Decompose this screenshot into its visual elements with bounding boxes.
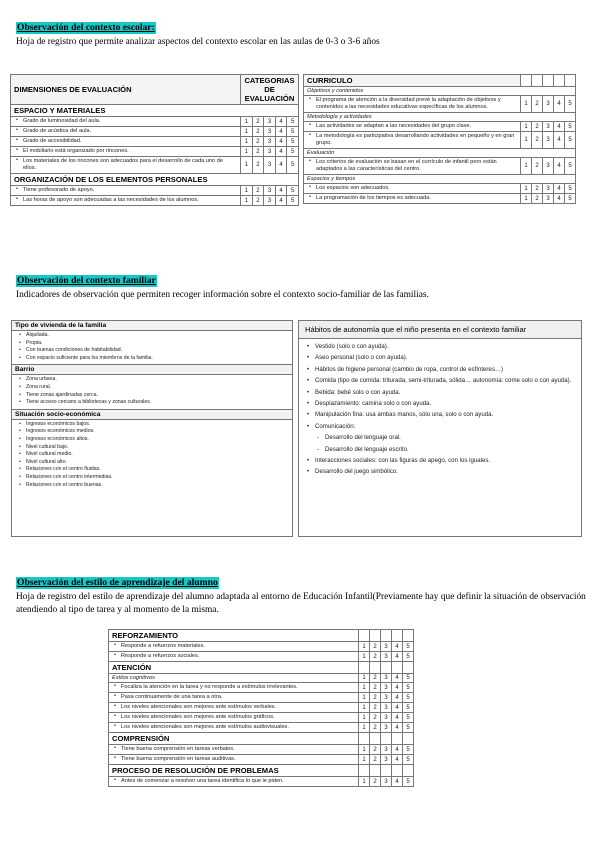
rating-2[interactable]: 2 <box>532 132 543 149</box>
item-label: • Pasa continuamente de una tarea a otra. <box>109 693 359 703</box>
rating-5[interactable]: 5 <box>565 158 576 175</box>
list-item: • Tiene acceso cercano a bibliotecas y zonas culturales. <box>12 399 292 407</box>
rating-4[interactable]: 4 <box>275 137 287 147</box>
rating-1[interactable]: 1 <box>521 96 532 113</box>
panel-contexto-socio-familiar <box>11 320 293 537</box>
rating-2[interactable]: 2 <box>370 777 381 787</box>
rating-4[interactable]: 4 <box>554 184 565 194</box>
table-row <box>11 157 299 174</box>
rating-1[interactable]: 1 <box>241 196 253 206</box>
table-row <box>304 96 576 113</box>
heading-contexto-familiar: Observación del contexto familiar <box>17 275 156 286</box>
rating-2[interactable]: 2 <box>370 674 381 683</box>
table-curriculo <box>303 74 576 204</box>
rating-3[interactable]: 3 <box>381 755 392 765</box>
item-label: • El mobiliario está organizado por rincones. <box>11 147 241 157</box>
list-subitem: - Desarrollo del lenguaje escrito. <box>299 446 581 454</box>
item-label: • Los niveles atencionales son mejores ante estímulos audiovisuales. <box>109 723 359 733</box>
rating-3[interactable]: 3 <box>264 137 276 147</box>
rating-2[interactable]: 2 <box>370 723 381 733</box>
item-label: • La metodología es participativa desarrollando actividades en pequeño y en gran grupo. <box>304 132 521 149</box>
rating-5[interactable]: 5 <box>287 117 299 127</box>
rating-5[interactable]: 5 <box>287 186 299 196</box>
rating-5[interactable]: 5 <box>403 652 414 662</box>
item-label: • Los niveles atencionales son mejores ante estímulos gráficos. <box>109 713 359 723</box>
rating-4[interactable]: 4 <box>275 117 287 127</box>
group-title: Objetivos y contenidos <box>304 87 576 96</box>
section-row <box>109 662 414 674</box>
rating-2[interactable]: 2 <box>532 122 543 132</box>
rating-4[interactable]: 4 <box>554 132 565 149</box>
rating-5[interactable]: 5 <box>287 137 299 147</box>
desc-contexto-escolar: Hoja de registro que permite analizar aspectos del contexto escolar en las aulas de 0-3 o 3-6 años <box>16 37 380 47</box>
rating-1[interactable]: 1 <box>359 777 370 787</box>
rating-4[interactable]: 4 <box>392 713 403 723</box>
list-item: • Tiene zonas ajardinadas cerca. <box>12 392 292 400</box>
item-label: • Los niveles atencionales son mejores ante estímulos verbales. <box>109 703 359 713</box>
rating-5[interactable]: 5 <box>403 674 414 683</box>
rating-1[interactable]: 1 <box>521 184 532 194</box>
rating-5[interactable]: 5 <box>403 683 414 693</box>
section-row <box>109 765 414 777</box>
rating-2[interactable]: 2 <box>252 196 264 206</box>
list-item: • Relaciones con el centro buenas. <box>12 482 292 490</box>
table-row <box>109 713 414 723</box>
rating-2[interactable]: 2 <box>252 186 264 196</box>
item-label: • Focaliza la atención en la tarea y no responde a estímulos irrelevantes. <box>109 683 359 693</box>
rating-5[interactable]: 5 <box>403 723 414 733</box>
rating-1[interactable]: 1 <box>521 194 532 204</box>
desc-contexto-familiar: Indicadores de observación que permiten recoger información sobre el contexto socio-familiar de las familias. <box>16 290 429 300</box>
rating-4[interactable]: 4 <box>392 674 403 683</box>
section-title: PROCESO DE RESOLUCIÓN DE PROBLEMAS <box>109 765 359 777</box>
rating-5[interactable]: 5 <box>565 132 576 149</box>
item-label: • Los espacios son adecuados. <box>304 184 521 194</box>
rating-4[interactable]: 4 <box>554 122 565 132</box>
rating-1[interactable]: 1 <box>359 723 370 733</box>
list-item: • Interacciones sociales: con las figuras de apego, con los iguales. <box>299 457 581 465</box>
rating-2[interactable]: 2 <box>370 693 381 703</box>
rating-3[interactable]: 3 <box>543 158 554 175</box>
rating-1[interactable]: 1 <box>521 132 532 149</box>
section-title: ATENCIÓN <box>109 662 359 674</box>
group-row <box>304 175 576 184</box>
rating-2[interactable]: 2 <box>252 117 264 127</box>
item-label: • Grado de luminosidad del aula. <box>11 117 241 127</box>
rating-2[interactable]: 2 <box>532 184 543 194</box>
rating-4[interactable]: 4 <box>554 158 565 175</box>
rating-2[interactable]: 2 <box>370 745 381 755</box>
rating-5[interactable]: 5 <box>287 127 299 137</box>
list-item: • Desarrollo del juego simbólico. <box>299 468 581 476</box>
rating-1[interactable]: 1 <box>359 674 370 683</box>
list-item: • Propia. <box>12 340 292 348</box>
rating-2[interactable]: 2 <box>370 755 381 765</box>
rating-2[interactable]: 2 <box>532 96 543 113</box>
rating-5[interactable]: 5 <box>565 96 576 113</box>
rating-2[interactable]: 2 <box>370 642 381 652</box>
rating-3[interactable]: 3 <box>381 693 392 703</box>
rating-3[interactable]: 3 <box>381 723 392 733</box>
panel-habitos-autonomia <box>298 320 582 537</box>
rating-1[interactable]: 1 <box>241 137 253 147</box>
table-row <box>109 642 414 652</box>
rating-2[interactable]: 2 <box>370 713 381 723</box>
rating-1[interactable]: 1 <box>359 683 370 693</box>
rating-5[interactable]: 5 <box>403 703 414 713</box>
item-label: • La programación de los tiempos es adecuada. <box>304 194 521 204</box>
rating-1[interactable]: 1 <box>359 703 370 713</box>
rating-3[interactable]: 3 <box>264 117 276 127</box>
item-label: • Tiene profesorado de apoyo. <box>11 186 241 196</box>
desc-estilo-aprendizaje: Hoja de registro del estilo de aprendizaje del alumno adaptada al entorno de Educación Infantil(Previamente hay que definir la situación de observación atendiendo al tipo de tarea y al momento de la misma. <box>16 592 586 615</box>
rating-3[interactable]: 3 <box>543 122 554 132</box>
list-item: • Bebida: bebé solo o con ayuda. <box>299 389 581 397</box>
list-item: • Nivel cultural alto. <box>12 459 292 467</box>
group-title: Tipo de vivienda de la familia <box>12 321 292 331</box>
rating-3[interactable]: 3 <box>381 703 392 713</box>
section-title: REFORZAMIENTO <box>109 630 359 642</box>
section-row <box>11 174 299 186</box>
rating-4[interactable]: 4 <box>392 755 403 765</box>
item-label: • Tiene buena comprensión en tareas auditivas. <box>109 755 359 765</box>
item-label: • Responde a refuerzos sociales. <box>109 652 359 662</box>
group-title: Metodología y actividades <box>304 113 576 122</box>
table-row <box>109 755 414 765</box>
table-row <box>304 184 576 194</box>
list-item: • Manipulación fina: usa ambas manos, sólo una, solo o con ayuda. <box>299 411 581 419</box>
table-estilo-aprendizaje <box>108 629 414 787</box>
table-row <box>109 693 414 703</box>
rating-2[interactable]: 2 <box>252 147 264 157</box>
list-item: • Relaciones con el centro intermedias. <box>12 474 292 482</box>
cat-header: CATEGORIAS DE EVALUACIÓN <box>241 75 299 105</box>
list-item: • Nivel cultural medio. <box>12 451 292 459</box>
rating-3[interactable]: 3 <box>264 147 276 157</box>
table-row <box>11 117 299 127</box>
rating-4[interactable]: 4 <box>275 147 287 157</box>
panel-title: Hábitos de autonomía que el niño presenta en el contexto familiar <box>299 321 581 339</box>
rating-4[interactable]: 4 <box>392 642 403 652</box>
table-header-row <box>304 75 576 87</box>
list-item: • Con buenas condiciones de habitabilidad. <box>12 347 292 355</box>
table-header-row <box>11 75 299 105</box>
rating-4[interactable]: 4 <box>392 652 403 662</box>
rating-1[interactable]: 1 <box>359 652 370 662</box>
rating-3[interactable]: 3 <box>264 157 276 174</box>
heading-estilo-aprendizaje: Observación del estilo de aprendizaje del alumno <box>17 577 218 588</box>
rating-1[interactable]: 1 <box>521 122 532 132</box>
table-dimensiones <box>10 74 299 206</box>
rating-2[interactable]: 2 <box>532 158 543 175</box>
rating-4[interactable]: 4 <box>392 703 403 713</box>
rating-3[interactable]: 3 <box>381 745 392 755</box>
rating-2[interactable]: 2 <box>370 652 381 662</box>
rating-4[interactable]: 4 <box>554 96 565 113</box>
rating-3[interactable]: 3 <box>543 194 554 204</box>
rating-3[interactable]: 3 <box>543 184 554 194</box>
table-row <box>109 723 414 733</box>
item-label: • Grado de accesibilidad. <box>11 137 241 147</box>
section-row <box>109 630 414 642</box>
list-item: • Nivel cultural bajo. <box>12 444 292 452</box>
rating-3[interactable]: 3 <box>543 96 554 113</box>
rating-1[interactable]: 1 <box>359 755 370 765</box>
rating-5[interactable]: 5 <box>565 122 576 132</box>
table-row <box>109 777 414 787</box>
rating-3[interactable]: 3 <box>381 777 392 787</box>
rating-1[interactable]: 1 <box>359 713 370 723</box>
list-item: • Comunicación: <box>299 423 581 431</box>
rating-4[interactable]: 4 <box>275 186 287 196</box>
table-row <box>109 652 414 662</box>
table-row <box>11 196 299 206</box>
rating-1[interactable]: 1 <box>241 147 253 157</box>
item-label: • Grado de acústica del aula. <box>11 127 241 137</box>
rating-2[interactable]: 2 <box>252 157 264 174</box>
rating-1[interactable]: 1 <box>359 642 370 652</box>
table-row <box>109 683 414 693</box>
table-row <box>11 137 299 147</box>
rating-3[interactable]: 3 <box>264 186 276 196</box>
table-row <box>109 745 414 755</box>
item-label: • Los criterios de evaluación se basan en el currículo de infantil pero están adaptados a las características del centro. <box>304 158 521 175</box>
item-label: • Tiene buena comprensión en tareas verbales. <box>109 745 359 755</box>
list-item: • Zona urbana. <box>12 376 292 384</box>
dim-header: DIMENSIONES DE EVALUACIÓN <box>11 75 241 105</box>
rating-1[interactable]: 1 <box>359 693 370 703</box>
section-title: COMPRENSIÓN <box>109 733 359 745</box>
list-item: • Ingresos económicos altos. <box>12 436 292 444</box>
rating-3[interactable]: 3 <box>381 674 392 683</box>
rating-5[interactable]: 5 <box>403 745 414 755</box>
rating-3[interactable]: 3 <box>543 132 554 149</box>
rating-2[interactable]: 2 <box>370 703 381 713</box>
item-label: • Responde a refuerzos materiales. <box>109 642 359 652</box>
section-row <box>109 733 414 745</box>
rating-1[interactable]: 1 <box>241 186 253 196</box>
list-item: • Aseo personal (solo o con ayuda). <box>299 354 581 362</box>
list-item: • Alquilada. <box>12 332 292 340</box>
rating-5[interactable]: 5 <box>403 777 414 787</box>
section-row <box>11 105 299 117</box>
rating-4[interactable]: 4 <box>392 683 403 693</box>
item-label: • El programa de atención a la diversidad prevé la adaptación de objetivos y contenidos a las necesidades educativas específicas de los alumnos. <box>304 96 521 113</box>
list-subitem: - Desarrollo del lenguaje oral. <box>299 434 581 442</box>
item-label: • Las horas de apoyo son adecuadas a las necesidades de los alumnos. <box>11 196 241 206</box>
rating-4[interactable]: 4 <box>392 723 403 733</box>
group-title: Estilos cognitivos <box>109 674 359 683</box>
group-title: Evaluación <box>304 149 576 158</box>
group-row <box>304 87 576 96</box>
rating-3[interactable]: 3 <box>381 713 392 723</box>
table-row <box>11 147 299 157</box>
group-title: Situación socio-económica <box>12 410 292 420</box>
table-row <box>304 194 576 204</box>
list-item: • Ingresos económicos bajos. <box>12 421 292 429</box>
rating-2[interactable]: 2 <box>252 137 264 147</box>
rating-4[interactable]: 4 <box>275 127 287 137</box>
group-row <box>109 674 414 683</box>
rating-3[interactable]: 3 <box>264 196 276 206</box>
heading-contexto-escolar: Observación del contexto escolar: <box>17 22 155 33</box>
curriculo-header: CURRICULO <box>304 75 521 87</box>
table-row <box>304 158 576 175</box>
list-item: • Desplazamiento: camina solo o con ayuda. <box>299 400 581 408</box>
rating-1[interactable]: 1 <box>241 127 253 137</box>
list-item: • Con espacio suficiente para los miembros de la familia. <box>12 355 292 363</box>
group-row <box>304 149 576 158</box>
list-item: • Zona rural. <box>12 384 292 392</box>
list-item: • Hábitos de higiene personal (cambio de ropa, control de esfínteres…) <box>299 366 581 374</box>
rating-4[interactable]: 4 <box>392 693 403 703</box>
list-item: • Vestido (solo o con ayuda). <box>299 343 581 351</box>
rating-2[interactable]: 2 <box>532 194 543 204</box>
section-title: ESPACIO Y MATERIALES <box>11 105 299 117</box>
rating-4[interactable]: 4 <box>275 157 287 174</box>
rating-5[interactable]: 5 <box>403 693 414 703</box>
rating-4[interactable]: 4 <box>554 194 565 204</box>
table-row <box>11 186 299 196</box>
rating-5[interactable]: 5 <box>403 713 414 723</box>
table-row <box>304 132 576 149</box>
rating-1[interactable]: 1 <box>521 158 532 175</box>
section-title: ORGANIZACIÓN DE LOS ELEMENTOS PERSONALES <box>11 174 299 186</box>
item-label: • Antes de comenzar a resolver una tarea identifica lo que le piden. <box>109 777 359 787</box>
rating-2[interactable]: 2 <box>370 683 381 693</box>
rating-5[interactable]: 5 <box>287 196 299 206</box>
rating-5[interactable]: 5 <box>565 184 576 194</box>
rating-3[interactable]: 3 <box>381 642 392 652</box>
table-row <box>11 127 299 137</box>
group-title: Barrio <box>12 365 292 375</box>
rating-1[interactable]: 1 <box>359 745 370 755</box>
rating-5[interactable]: 5 <box>565 194 576 204</box>
list-item: • Ingresos económicos medios. <box>12 428 292 436</box>
rating-1[interactable]: 1 <box>241 157 253 174</box>
rating-3[interactable]: 3 <box>264 127 276 137</box>
rating-5[interactable]: 5 <box>287 157 299 174</box>
rating-2[interactable]: 2 <box>252 127 264 137</box>
rating-3[interactable]: 3 <box>381 683 392 693</box>
rating-1[interactable]: 1 <box>241 117 253 127</box>
rating-5[interactable]: 5 <box>287 147 299 157</box>
list-item: • Comida (tipo de comida: triturada, semi-triturada, sólida… autonomía: come solo o con ayuda). <box>299 377 581 385</box>
rating-4[interactable]: 4 <box>275 196 287 206</box>
table-row <box>304 122 576 132</box>
rating-5[interactable]: 5 <box>403 755 414 765</box>
item-label: • Los materiales de los rincones son adecuados para el desarrollo de cada uno de ellos. <box>11 157 241 174</box>
list-item: • Relaciones con el centro fluidas. <box>12 466 292 474</box>
item-label: • Las actividades se adaptan a las necesidades del grupo clase. <box>304 122 521 132</box>
table-row <box>109 703 414 713</box>
rating-5[interactable]: 5 <box>403 642 414 652</box>
group-row <box>304 113 576 122</box>
rating-4[interactable]: 4 <box>392 745 403 755</box>
rating-4[interactable]: 4 <box>392 777 403 787</box>
group-title: Espacios y tiempos <box>304 175 576 184</box>
rating-3[interactable]: 3 <box>381 652 392 662</box>
